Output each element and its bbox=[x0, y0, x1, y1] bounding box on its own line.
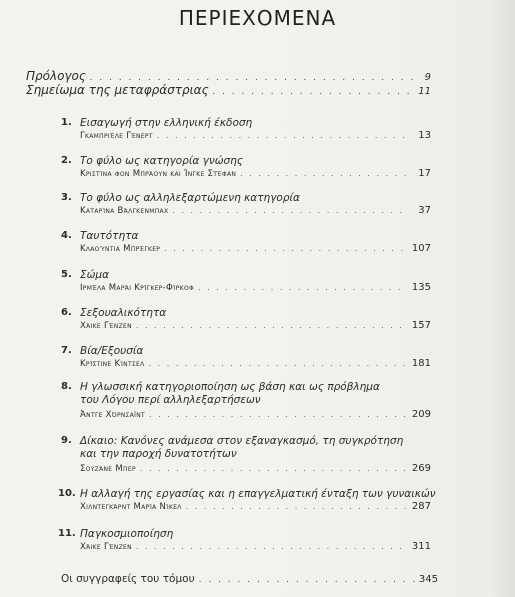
chapter-number: 2. bbox=[61, 155, 72, 166]
entry-label: Οι συγγραφείς του τόμου bbox=[61, 573, 195, 585]
chapter-page: 13 bbox=[418, 130, 431, 141]
leader-dots bbox=[172, 206, 407, 215]
chapter-author-line bbox=[80, 282, 431, 293]
chapter-author: Χιλντεγκάρντ Μαρία Νίκελ bbox=[80, 502, 182, 512]
chapter-title: Το φύλο ως αλληλεξαρτώμενη κατηγορία bbox=[80, 192, 300, 204]
chapter-author-line bbox=[80, 409, 431, 420]
leader-dots bbox=[149, 359, 407, 368]
leader-dots bbox=[240, 169, 407, 178]
chapter-page: 269 bbox=[411, 463, 431, 474]
chapter-author-line bbox=[80, 243, 431, 254]
chapter-author-line bbox=[80, 501, 431, 512]
entry-label: Σημείωμα της μεταφράστριας bbox=[26, 83, 209, 97]
chapter-number: 4. bbox=[61, 230, 72, 241]
toc-chapter-10[interactable] bbox=[58, 488, 436, 514]
chapter-number: 9. bbox=[61, 435, 72, 446]
chapter-title: Εισαγωγή στην ελληνική έκδοση bbox=[80, 117, 253, 129]
page-title: ΠΕΡΙΕΧΟΜΕΝΑ bbox=[178, 6, 337, 30]
chapter-author-line bbox=[80, 358, 431, 369]
chapter-title: Παγκοσμιοποίηση bbox=[80, 528, 174, 540]
toc-entry-prologue[interactable] bbox=[26, 69, 431, 83]
chapter-title: Βία/Εξουσία bbox=[80, 345, 144, 357]
chapter-page: 107 bbox=[411, 243, 431, 254]
chapter-author: Κρίστινε Κίντσελ bbox=[80, 359, 145, 369]
chapter-page: 311 bbox=[411, 541, 431, 552]
chapter-author-line bbox=[80, 541, 431, 552]
chapter-author: Χάικε Γένζεν bbox=[80, 542, 132, 552]
leader-dots bbox=[157, 131, 407, 140]
chapter-number: 5. bbox=[61, 269, 72, 280]
entry-page: 345 bbox=[418, 574, 438, 585]
chapter-page: 157 bbox=[411, 320, 431, 331]
leader-dots bbox=[198, 283, 407, 292]
chapter-title-continued: και την παροχή δυνατοτήτων bbox=[80, 448, 237, 460]
entry-page: 9 bbox=[424, 72, 431, 83]
chapter-number: 7. bbox=[61, 345, 72, 356]
leader-dots bbox=[186, 502, 407, 511]
chapter-author: Κλαούντια Μπρέγκερ bbox=[80, 244, 161, 254]
chapter-number: 10. bbox=[58, 488, 76, 499]
entry-label: Πρόλογος bbox=[26, 69, 86, 83]
entry-page: 11 bbox=[418, 86, 431, 97]
leader-dots bbox=[136, 321, 407, 330]
chapter-author: Ιρμέλα Μαράι Κρίγκερ-Φίρκοφ bbox=[80, 283, 195, 293]
chapter-page: 209 bbox=[411, 409, 431, 420]
chapter-title: Σεξουαλικότητα bbox=[80, 307, 167, 319]
chapter-number: 11. bbox=[58, 528, 76, 539]
chapter-page: 37 bbox=[418, 205, 431, 216]
toc-chapter-5[interactable] bbox=[61, 269, 431, 295]
chapter-title: Ταυτότητα bbox=[80, 230, 139, 242]
chapter-author: Χάικε Γένζεν bbox=[80, 321, 132, 331]
chapter-title: Σώμα bbox=[80, 269, 110, 281]
chapter-author-line bbox=[80, 130, 431, 141]
chapter-title: Η αλλαγή της εργασίας και η επαγγελματική ένταξη των γυναικών bbox=[80, 488, 436, 500]
leader-dots bbox=[213, 87, 415, 97]
chapter-author: Άντγε Χόρνσαϊντ bbox=[80, 410, 145, 420]
toc-chapter-9[interactable] bbox=[61, 435, 431, 475]
chapter-author: Κριστίνα φον Μπράουν και Ίνγκε Στέφαν bbox=[80, 169, 237, 179]
chapter-page: 287 bbox=[411, 501, 431, 512]
leader-dots bbox=[136, 542, 407, 551]
chapter-number: 6. bbox=[61, 307, 72, 318]
toc-chapter-11[interactable] bbox=[58, 528, 431, 554]
chapter-number: 3. bbox=[61, 192, 72, 203]
chapter-title-continued: του Λόγου περί αλληλεξαρτήσεων bbox=[80, 394, 261, 406]
chapter-author: Σουζάνε Μπερ bbox=[80, 464, 136, 474]
chapter-number: 1. bbox=[61, 117, 72, 128]
toc-chapter-8[interactable] bbox=[61, 381, 431, 421]
chapter-page: 181 bbox=[411, 358, 431, 369]
chapter-author: Καταρίνα Βάλγκενμπαχ bbox=[80, 206, 169, 216]
chapter-author-line bbox=[80, 205, 431, 216]
chapter-page: 135 bbox=[411, 282, 431, 293]
page-edge-shadow bbox=[491, 0, 515, 597]
toc-chapter-3[interactable] bbox=[61, 192, 431, 218]
chapter-author-line bbox=[80, 320, 431, 331]
chapter-author-line bbox=[80, 168, 431, 179]
leader-dots bbox=[199, 575, 415, 585]
chapter-author-line bbox=[80, 463, 431, 474]
leader-dots bbox=[90, 73, 421, 83]
chapter-number: 8. bbox=[61, 381, 72, 392]
toc-entry-translator-note[interactable] bbox=[26, 83, 431, 97]
toc-chapter-2[interactable] bbox=[61, 155, 431, 181]
toc-chapter-4[interactable] bbox=[61, 230, 431, 256]
chapter-page: 17 bbox=[418, 168, 431, 179]
chapter-title: Η γλωσσική κατηγοριοποίηση ως βάση και ως πρόβλημα bbox=[80, 381, 380, 393]
chapter-author: Γκαμπριέλε Γένερτ bbox=[80, 131, 153, 141]
toc-chapter-6[interactable] bbox=[61, 307, 431, 333]
toc-chapter-1[interactable] bbox=[61, 117, 431, 143]
chapter-title: Δίκαιο: Κανόνες ανάμεσα στον εξαναγκασμό, τη συγκρότηση bbox=[80, 435, 404, 447]
leader-dots bbox=[149, 410, 407, 419]
chapter-title: Το φύλο ως κατηγορία γνώσης bbox=[80, 155, 243, 167]
toc-chapter-7[interactable] bbox=[61, 345, 431, 371]
toc-entry-contributors[interactable] bbox=[61, 573, 438, 585]
leader-dots bbox=[164, 244, 407, 253]
leader-dots bbox=[140, 464, 407, 473]
